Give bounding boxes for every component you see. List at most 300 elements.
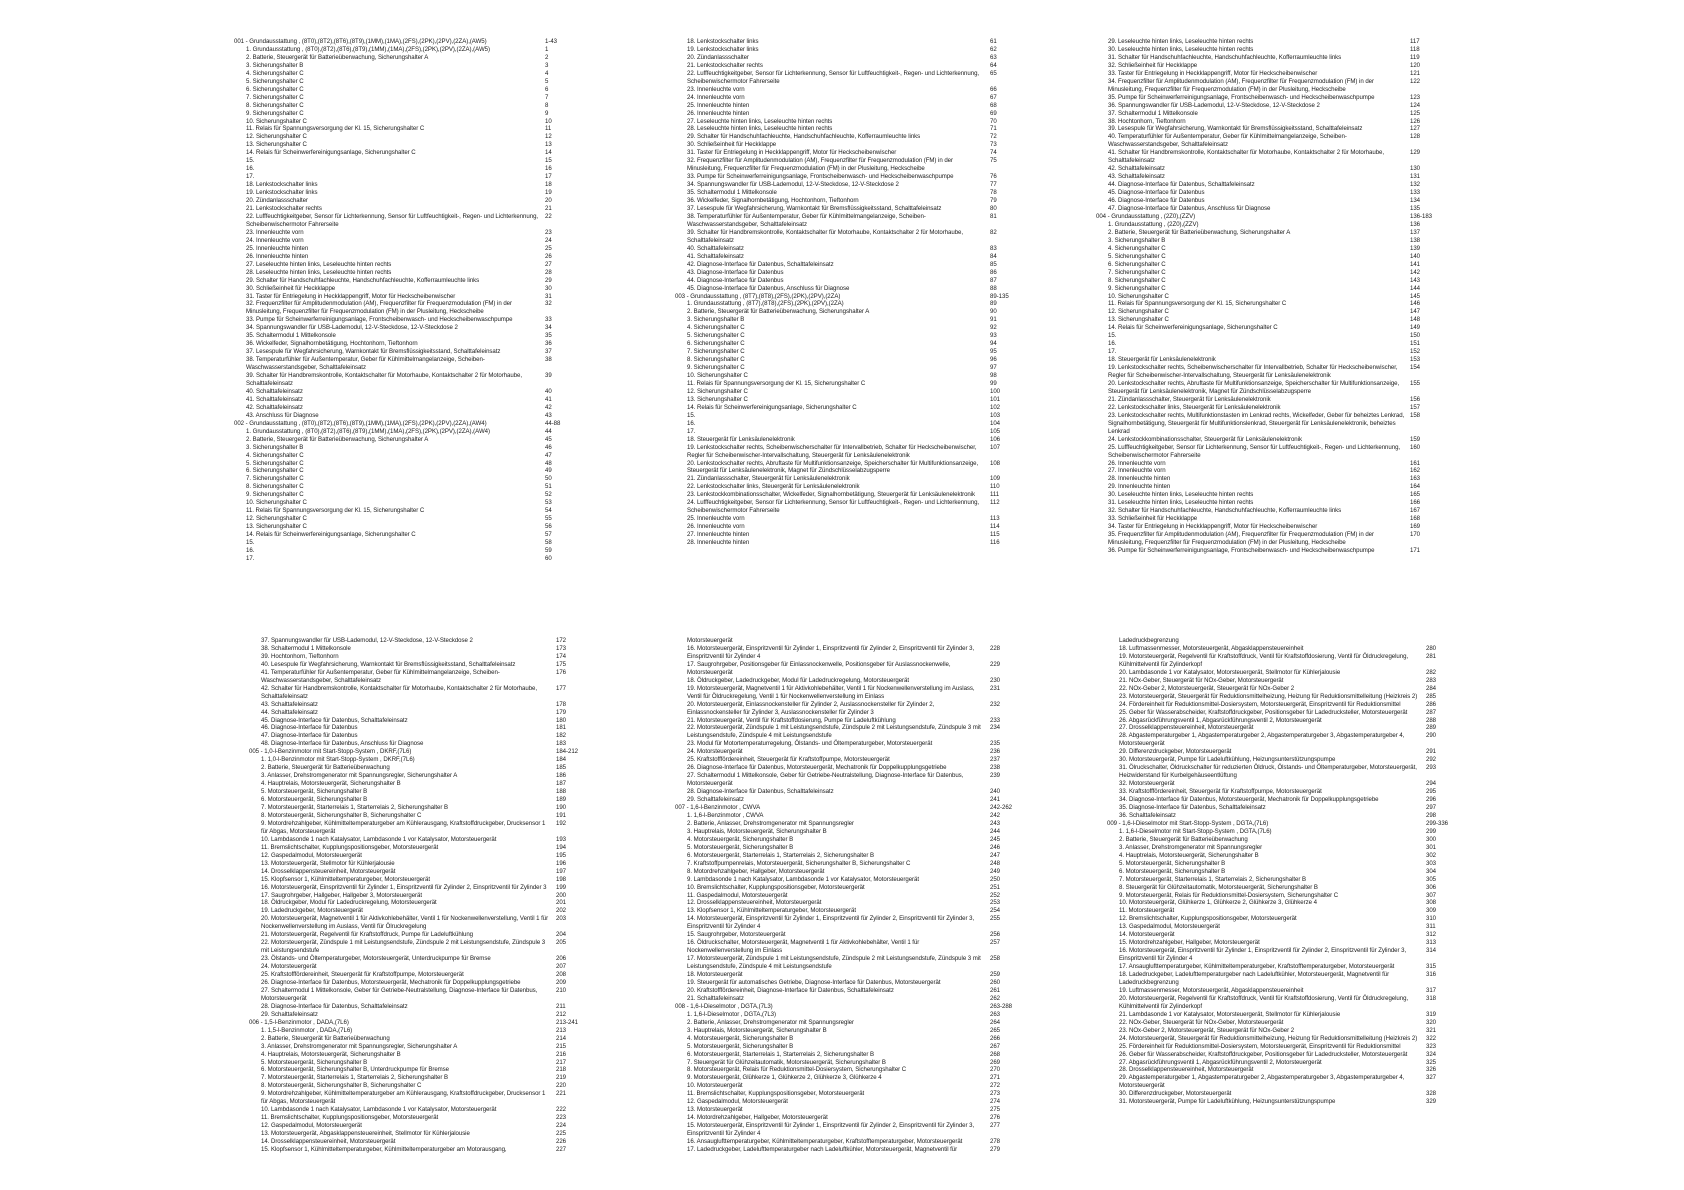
entry-title: 1. Grundausstattung , (8T0),(8T2),(8T6),(8T9),(1MM),(1MA),(2FS),(2PK),(2PV),(2ZA),(AW4) [246,427,490,435]
entry-title: 28. Innenleuchte hinten [1108,475,1171,483]
entry-title: 4. Motorsteuergerät, Sicherungshalter B [687,1034,794,1042]
entry-title: 005 - 1,0-l-Benzinmotor mit Start-Stopp-System , DKRF,(7L6) [249,748,412,756]
page-number: 15 [545,157,552,165]
page-number: 45 [545,435,552,443]
entry-title: 6. Motorsteuergerät, Sicherungshalter B [1119,867,1226,875]
index-entry [234,70,579,78]
entry-title: 8. Motorsteuergerät, Sicherungshalter B, Sicherungshalter C [261,811,422,819]
entry-title: 12. Sicherungshalter C [246,133,307,141]
entry-title: 25. Innenleuchte hinten [246,244,309,252]
index-entry [234,149,579,157]
entry-title: 11. Gaspedalmodul, Motorsteuergerät [687,891,788,899]
page-number: 25 [545,244,552,252]
entry-title: 14. Drosselklappensteuereinheit, Motorsteuergerät [261,1138,396,1146]
index-entry [234,555,579,563]
page-number: 167 [1410,507,1421,515]
entry-title: 32. Frequenzfilter für Amplitudenmodulation (AM), Frequenzfilter für Frequenzmodulation (FM) in der Minusleitung, Frequenzfilter für Frequenzmodulation (FM) in der Plusleitung, Heckscheibe [687,157,955,173]
index-entry [1096,460,1444,468]
index-entry [234,531,579,539]
entry-title: 43. Anschluss für Diagnose [246,411,319,419]
index-entry [1096,491,1444,499]
page-number: 52 [545,491,552,499]
page-number: 273 [990,1090,1001,1098]
index-entry [249,788,590,796]
page-number: 280 [1426,644,1437,652]
page-number: 37 [545,348,552,356]
entry-title: 7. Sicherungshalter C [246,93,304,101]
entry-title: 1. Grundausstattung , (8T0),(8T2),(8T6),(8T9),(1MM),(1MA),(2FS),(2PK),(2PV),(2ZA),(AW5) [246,45,490,53]
index-entry [675,332,1024,340]
entry-title: 6. Sicherungshalter C [687,340,745,348]
entry-title: 35. Frequenzfilter für Amplitudenmodulation (AM), Frequenzfilter für Frequenzmodulation (FM) in der Minusleitung, Frequenzfilter für Frequenzmodulation (FM) in der Plusleitung, Heckscheibe [1108,531,1376,547]
page-number: 248 [990,859,1001,867]
entry-title: 48. Diagnose-Interface für Datenbus, Anschluss für Diagnose [261,740,424,748]
entry-title: 1. 1,5-l-Benzinmotor , DADA,(7L6) [261,1026,353,1034]
index-entry [1096,78,1444,94]
entry-title: 3. Anlasser, Drehstromgenerator mit Spannungsregler, Sicherungshalter A [261,772,458,780]
entry-title: 29. Schalter für Handschuhfachleuchte, Handschuhfachleuchte, Kofferraumleuchte links [687,133,921,141]
entry-title: 7. Motorsteuergerät, Starterrelais 1, Starterrelais 2, Sicherungshalter B [261,1074,449,1082]
page-number: 268 [990,1050,1001,1058]
index-entry [234,213,579,229]
page-number: 315 [1426,963,1437,971]
page-number: 216 [556,1050,567,1058]
entry-title: 12. Gaspedalmodul, Motorsteuergerät [687,1098,788,1106]
index-entry [675,1106,1024,1114]
page-number: 11 [545,125,552,133]
entry-title: 13. Gaspedalmodul, Motorsteuergerät [1119,923,1220,931]
index-column-5 [675,637,1024,1154]
page-number: 43 [545,411,552,419]
entry-title: 27. Leseleuchte hinten links, Leseleuchte hinten rechts [246,260,392,268]
index-entry [675,1074,1024,1082]
entry-title: 5. Sicherungshalter C [246,459,304,467]
index-entry [675,915,1024,931]
page-number: 162 [1410,467,1421,475]
page-number: 263-288 [990,1002,1013,1010]
entry-title: 46. Diagnose-Interface für Datenbus [261,724,358,732]
index-entry [249,1003,590,1011]
index-entry [675,277,1024,285]
index-entry [249,979,590,987]
page-number: 294 [1426,780,1437,788]
index-entry [675,229,1024,245]
entry-title: 21. NOx-Geber, Steuergerät für NOx-Geber, Motorsteuergerät [1119,676,1284,684]
page-number: 76 [990,173,997,181]
index-entry [249,931,590,939]
index-entry [234,229,579,237]
page-number: 324 [1426,1050,1437,1058]
index-entry [1107,868,1452,876]
entry-title: 9. Lambdasonde 1 nach Katalysator, Lambdasonde 1 vor Katalysator, Motorsteuergerät [687,875,920,883]
page-number: 33 [545,316,552,324]
page-number: 299 [1426,827,1437,835]
index-entry [675,955,1024,971]
index-entry [1107,637,1452,645]
page-number: 255 [990,915,1001,923]
entry-title: 008 - 1,6-l-Dieselmotor , DGTA,(7L3) [675,1002,773,1010]
index-entry [1107,1011,1452,1019]
page-number: 277 [990,1122,1001,1130]
page-number: 326 [1426,1066,1437,1074]
page-number: 91 [990,316,997,324]
index-entry [249,1027,590,1035]
entry-title: 007 - 1,6-l-Benzinmotor , CWVA [675,804,761,812]
page-number: 28 [545,268,552,276]
entry-title: 23. Innenleuchte vorn [246,228,304,236]
entry-title: 16. [246,165,255,173]
index-entry [249,860,590,868]
index-entry [249,1035,590,1043]
index-entry [234,507,579,515]
entry-title: 29. Schalttafeleinsatz [261,1010,318,1018]
index-entry [249,740,590,748]
page-number: 159 [1410,435,1421,443]
index-entry [675,828,1024,836]
page-number: 126 [1410,117,1421,125]
index-entry [1107,756,1452,764]
entry-title: 19. Steuergerät für automatisches Getriebe, Diagnose-Interface für Datenbus, Motorsteuergerät [687,978,941,986]
index-entry [675,404,1024,412]
entry-title: 33. Schließeinheit für Heckklappe [1108,515,1198,523]
entry-title: 2. Batterie, Steuergerät für Batterieüberwachung [1119,835,1248,843]
entry-title: 006 - 1,5-l-Benzinmotor , DADA,(7L6) [249,1018,349,1026]
entry-title: 21. Lenkstockschalter rechts [687,61,763,69]
entry-title: 001 - Grundausstattung , (8T0),(8T2),(8T6),(8T9),(1MM),(1MA),(2FS),(2PK),(2PV),(2ZA),(AW5) [234,38,487,45]
page-number: 218 [556,1066,567,1074]
index-column-3 [1096,38,1444,555]
index-entry [1107,1035,1452,1043]
entry-title: 28. Drosselklappensteuereinheit, Motorsteuergerät [1119,1066,1254,1074]
page-number: 312 [1426,931,1437,939]
page-number: 88 [990,284,997,292]
page-number: 199 [556,883,567,891]
page-number: 166 [1410,499,1421,507]
entry-title: 5. Motorsteuergerät, Sicherungshalter B [687,1042,794,1050]
index-entry [1096,70,1444,78]
index-entry [675,173,1024,181]
index-entry [1107,788,1452,796]
page-number: 317 [1426,986,1437,994]
page-number: 121 [1410,69,1421,77]
index-entry [1096,483,1444,491]
entry-title: 24. Motorsteuergerät [687,748,743,756]
entry-title: 27. Schaltermodul 1 Mittelkonsole, Geber für Getriebe-Neutralstellung, Diagnose-Interface für Datenbus, Motorsteuergerät [261,986,539,1002]
index-entry [1096,396,1444,404]
page-number: 196 [556,859,567,867]
index-entry [1107,709,1452,717]
page-number: 137 [1410,228,1421,236]
entry-title: 8. Sicherungshalter C [246,101,304,109]
index-entry [249,780,590,788]
entry-title: 14. Relais für Scheinwerfereinigungsanlage, Sicherungshalter C [1108,324,1278,332]
page-number: 316 [1426,971,1437,979]
entry-title: 22. Lufffeuchtigkeitgeber, Sensor für Lichterkennung, Sensor für Luftfeuchtigkeit-, Regen- und Lichterkennung, Scheibenwischermotor Fahrerseite [687,69,981,85]
entry-title: 21. Zündanlassschalter, Steuergerät für Lenksäulenelektronik [1108,395,1271,403]
page-number: 23 [545,228,552,236]
page-number: 112 [990,499,1000,507]
index-entry [234,118,579,126]
page-number: 4 [545,69,549,77]
entry-title: 18. Luftmassenmesser, Motorsteuergerät, Abgasklappensteuereinheit [1119,644,1304,652]
entry-title: 10. Sicherungshalter C [246,117,307,125]
entry-title: 19. Lenkstockschalter rechts, Scheibenwischerschalter für Intervallbetrieb, Schalter für Heckscheibenwischer, Regler für Scheibenwischer-Intervallschaltung, Steuergerät für Lenksäulenelektronik [1108,364,1400,380]
entry-title: 32. Frequenzfilter für Amplitudenmodulation (AM), Frequenzfilter für Frequenzmodulation (FM) in der Minusleitung, Frequenzfilter für Frequenzmodulation (FM) in der Plusleitung, Heckscheibe [246,300,514,316]
index-entry [249,1122,590,1130]
index-entry [675,836,1024,844]
index-entry [1107,1019,1452,1027]
page-number: 92 [990,324,997,332]
index-entry [234,436,579,444]
page-number: 225 [556,1130,567,1138]
entry-title: 29. Schalttafeleinsatz [687,796,744,804]
page-number: 289 [1426,724,1437,732]
entry-title: 8. Steuergerät für Glühzeitautomatik, Motorsteuergerät, Sicherungshalter B [1119,883,1318,891]
entry-title: 3. Sicherungshalter B [246,61,304,69]
entry-title: 30. Leseleuchte hinten links, Leseleuchte hinten rechts [1108,45,1254,53]
entry-title: 13. Sicherungshalter C [246,523,307,531]
page-number: 128 [1410,133,1421,141]
index-entry [1107,884,1452,892]
index-entry [1107,828,1452,836]
index-entry [675,420,1024,428]
index-entry [234,388,579,396]
page-number: 142 [1410,268,1421,276]
page-number: 149 [1410,324,1421,332]
index-entry [675,717,1024,725]
index-entry [249,1090,590,1106]
index-entry [1107,963,1452,971]
page-number: 201 [556,899,567,907]
entry-title: 20. Kraftstofffördereinheit, Diagnose-Interface für Datenbus, Schalttafeleinsatz [687,986,894,994]
page-number: 180 [556,716,567,724]
entry-title: 25. Fördereinheit für Reduktionsmittel-Dosiersystem, Motorsteuergerät, Einspritzventil für Reduktionsmittel [1119,1042,1401,1050]
page-number: 304 [1426,867,1437,875]
page-number: 242 [990,811,1001,819]
index-entry [234,181,579,189]
index-entry [675,460,1024,476]
index-entry [675,491,1024,499]
page-number: 228 [990,644,1001,652]
entry-title: 20. Zündanlassschalter [687,53,749,61]
entry-title: 11. Bremslichtschalter, Kupplungspositionsgeber, Motorsteuergerät [261,1114,439,1122]
page-number: 176 [556,668,567,676]
entry-title: 38. Hochtonhorn, Tieftonhorn [1108,117,1186,125]
entry-title: 30. Differenzdruckgeber, Motorsteuergerät [1119,1090,1232,1098]
entry-title: 26. Innenleuchte vorn [1108,459,1166,467]
entry-title: 38. Schaltermodul 1 Mittelkonsole [261,644,351,652]
index-entry [675,788,1024,796]
index-entry [1096,165,1444,173]
index-entry [249,907,590,915]
entry-title: 39. Schalter für Handbremskontrolle, Kontaktschalter für Motorhaube, Kontaktschalter 2 für Motorhaube, Schalttafeleinsatz [246,372,524,387]
page-number: 313 [1426,939,1437,947]
page-number: 264 [990,1018,1001,1026]
entry-title: 16. Motorsteuergerät, Einspritzventil für Zylinder 1, Einspritzventil für Zylinder 2, Einspritzventil für Zylinder 3, Einspritzventil für Zylinder 4 [687,644,976,660]
entry-title: 8. Motorsteuergerät, Sicherungshalter B, Sicherungshalter C [261,1082,422,1090]
page-number: 156 [1410,395,1421,403]
entry-title: 23. Ölstands- und Öltemperaturgeber, Motorsteuergerät, Unterdruckpumpe für Bremse [261,955,491,963]
index-entry [675,499,1024,515]
page-number: 95 [990,348,997,356]
index-entry [675,1090,1024,1098]
index-entry [249,717,590,725]
index-entry [1096,269,1444,277]
entry-title: 9. Sicherungshalter C [246,109,304,117]
index-entry [675,348,1024,356]
page-number: 150 [1410,332,1421,340]
index-entry [675,931,1024,939]
page-number: 171 [1410,547,1421,554]
entry-title: 9. Motorsteuergerät, Relais für Reduktionsmittel-Dosiersystem, Sicherungshalter C [1119,891,1339,899]
page-number: 39 [545,372,552,380]
page-number: 140 [1410,252,1421,260]
index-entry [1107,1027,1452,1035]
index-entry [1096,221,1444,229]
page-number: 146 [1410,300,1421,308]
page-number: 120 [1410,61,1421,69]
entry-title: 6. Motorsteuergerät, Sicherungshalter B, Unterdruckpumpe für Bremse [261,1066,450,1074]
page-number: 223 [556,1114,567,1122]
index-entry [249,709,590,717]
index-entry [234,110,579,118]
page-number: 22 [545,212,552,220]
page-number: 106 [990,435,1001,443]
index-entry [249,899,590,907]
entry-title: 11. Relais für Spannungsversorgung der Kl. 15, Sicherungshalter C [687,379,866,387]
index-entry [249,1043,590,1051]
entry-title: 28. Diagnose-Interface für Datenbus, Schalttafeleinsatz [687,788,834,796]
page-number: 51 [545,483,552,491]
entry-title: 36. Wickelfeder, Signalhornbetätigung, Hochtonhorn, Tieftonhorn [246,340,418,348]
page-number: 130 [1410,165,1421,173]
entry-title: 24. Motorsteuergerät [261,963,317,971]
index-entry [249,971,590,979]
index-entry [675,1082,1024,1090]
index-entry [234,475,579,483]
entry-title: 26. Innenleuchte hinten [246,252,309,260]
entry-title: 5. Motorsteuergerät, Sicherungshalter B [261,1058,368,1066]
entry-title: 1. 1,6-l-Benzinmotor , CWVA [687,811,764,819]
entry-title: Ladedruckbegrenzung [1119,637,1179,644]
page-number: 1 [545,45,549,53]
index-entry [1096,348,1444,356]
page-number: 221 [556,1090,567,1098]
index-entry [234,340,579,348]
index-entry [675,372,1024,380]
entry-title: 7. Sicherungshalter C [246,475,304,483]
entry-title: 23. Motorsteuergerät, Steuergerät für Reduktionsmittelheizung, Heizung für Reduktionsmittelleitung (Heizkreis 2) [1119,692,1418,700]
index-column-6 [1107,637,1452,1106]
page-number: 261 [990,986,1001,994]
page-number: 21 [545,205,552,213]
index-entry [1107,677,1452,685]
page-number: 80 [990,205,997,213]
entry-title: 18. Öldruckgeber, Ladedruckgeber, Modul für Ladedruckregelung, Motorsteuergerät [687,676,909,684]
index-entry [1107,836,1452,844]
entry-title: 3. Anlasser, Drehstromgenerator mit Spannungsregler, Sicherungshalter A [261,1042,458,1050]
entry-title: 47. Diagnose-Interface für Datenbus [261,732,358,740]
index-entry [675,308,1024,316]
entry-title: 2. Batterie, Anlasser, Drehstromgenerator mit Spannungsregler [687,819,854,827]
page-number: 9 [545,109,549,117]
index-entry [1096,293,1444,301]
page-number: 46 [545,443,552,451]
index-entry [1096,261,1444,269]
index-entry [234,467,579,475]
page-number: 118 [1410,45,1420,53]
index-entry [675,971,1024,979]
page-number: 165 [1410,491,1421,499]
index-entry [234,94,579,102]
page-number: 61 [990,38,997,45]
index-entry [675,380,1024,388]
page-number: 297 [1426,804,1437,812]
index-entry [234,197,579,205]
entry-title: 18. Steuergerät für Lenksäulenelektronik [687,435,795,443]
index-entry [234,125,579,133]
page-number: 186 [556,772,567,780]
page-number: 163 [1410,475,1421,483]
page-number: 170 [1410,531,1421,539]
entry-title: 14. Motordrehzahlgeber, Hallgeber, Motorsteuergerät [687,1114,828,1122]
entry-title: 1. Grundausstattung , (2Z0),(ZZV) [1108,220,1199,228]
index-entry [234,253,579,261]
page-number: 290 [1426,732,1437,740]
entry-title: 42. Schalttafeleinsatz [1108,165,1165,173]
page-number: 220 [556,1082,567,1090]
entry-title: 10. Lambdasonde 1 nach Katalysator, Lambdasonde 1 vor Katalysator, Motorsteuergerät [261,835,497,843]
entry-title: 12. Sicherungshalter C [687,387,748,395]
page-number: 205 [556,939,567,947]
entry-title: 6. Motorsteuergerät, Sicherungshalter B [261,796,368,804]
page-number: 54 [545,507,552,515]
index-entry [1096,523,1444,531]
entry-title: 2. Batterie, Anlasser, Drehstromgenerator mit Spannungsregler [687,1018,854,1026]
entry-title: 32. Schalter für Handschuhfachleuchte, Handschuhfachleuchte, Kofferraumleuchte links [1108,507,1342,515]
entry-title: 5. Motorsteuergerät, Sicherungshalter B [687,843,794,851]
index-entry [675,364,1024,372]
page-number: 260 [990,978,1001,986]
entry-title: 15. [687,411,696,419]
page-number: 188 [556,788,567,796]
index-entry [675,515,1024,523]
entry-title: 20. Motorsteuergerät, Regelventil für Kraftstoffdruck, Ventil für Kraftstoffdosierung, Ventil für Öldruckregelung, Kühlmittelventil für Zylinderkopf [1119,994,1410,1010]
entry-title: 13. Motorsteuergerät [687,1106,743,1114]
entry-title: 41. Schalttafeleinsatz [687,252,744,260]
page-number: 83 [990,244,997,252]
index-entry [675,1035,1024,1043]
index-entry [675,62,1024,70]
page-number: 101 [990,395,1001,403]
entry-title: 2. Batterie, Steuergerät für Batterieüberwachung [261,1034,390,1042]
index-entry [675,531,1024,539]
page-number: 241 [990,796,1001,804]
entry-title: 4. Hauptrelais, Motorsteuergerät, Sicherungshalter B [261,1050,401,1058]
page-number: 270 [990,1066,1001,1074]
entry-title: 11. Relais für Spannungsversorgung der Kl. 15, Sicherungshalter C [1108,300,1287,308]
index-entry [1096,531,1444,547]
entry-title: 39. Lesespule für Wegfahrsicherung, Warnkontakt für Bremsflüssigkeitsstand, Schalttafeleinsatz [1108,125,1363,133]
page-number: 258 [990,955,1001,963]
page-number: 222 [556,1106,567,1114]
page-number: 185 [556,764,567,772]
page-number: 20 [545,197,552,205]
entry-title: 25. Kraftstofffördereinheit, Steuergerät für Kraftstoffpumpe, Motorsteuergerät [687,756,890,764]
page-number: 181 [556,724,567,732]
page-number: 256 [990,931,1001,939]
page-number: 1-43 [545,38,557,45]
